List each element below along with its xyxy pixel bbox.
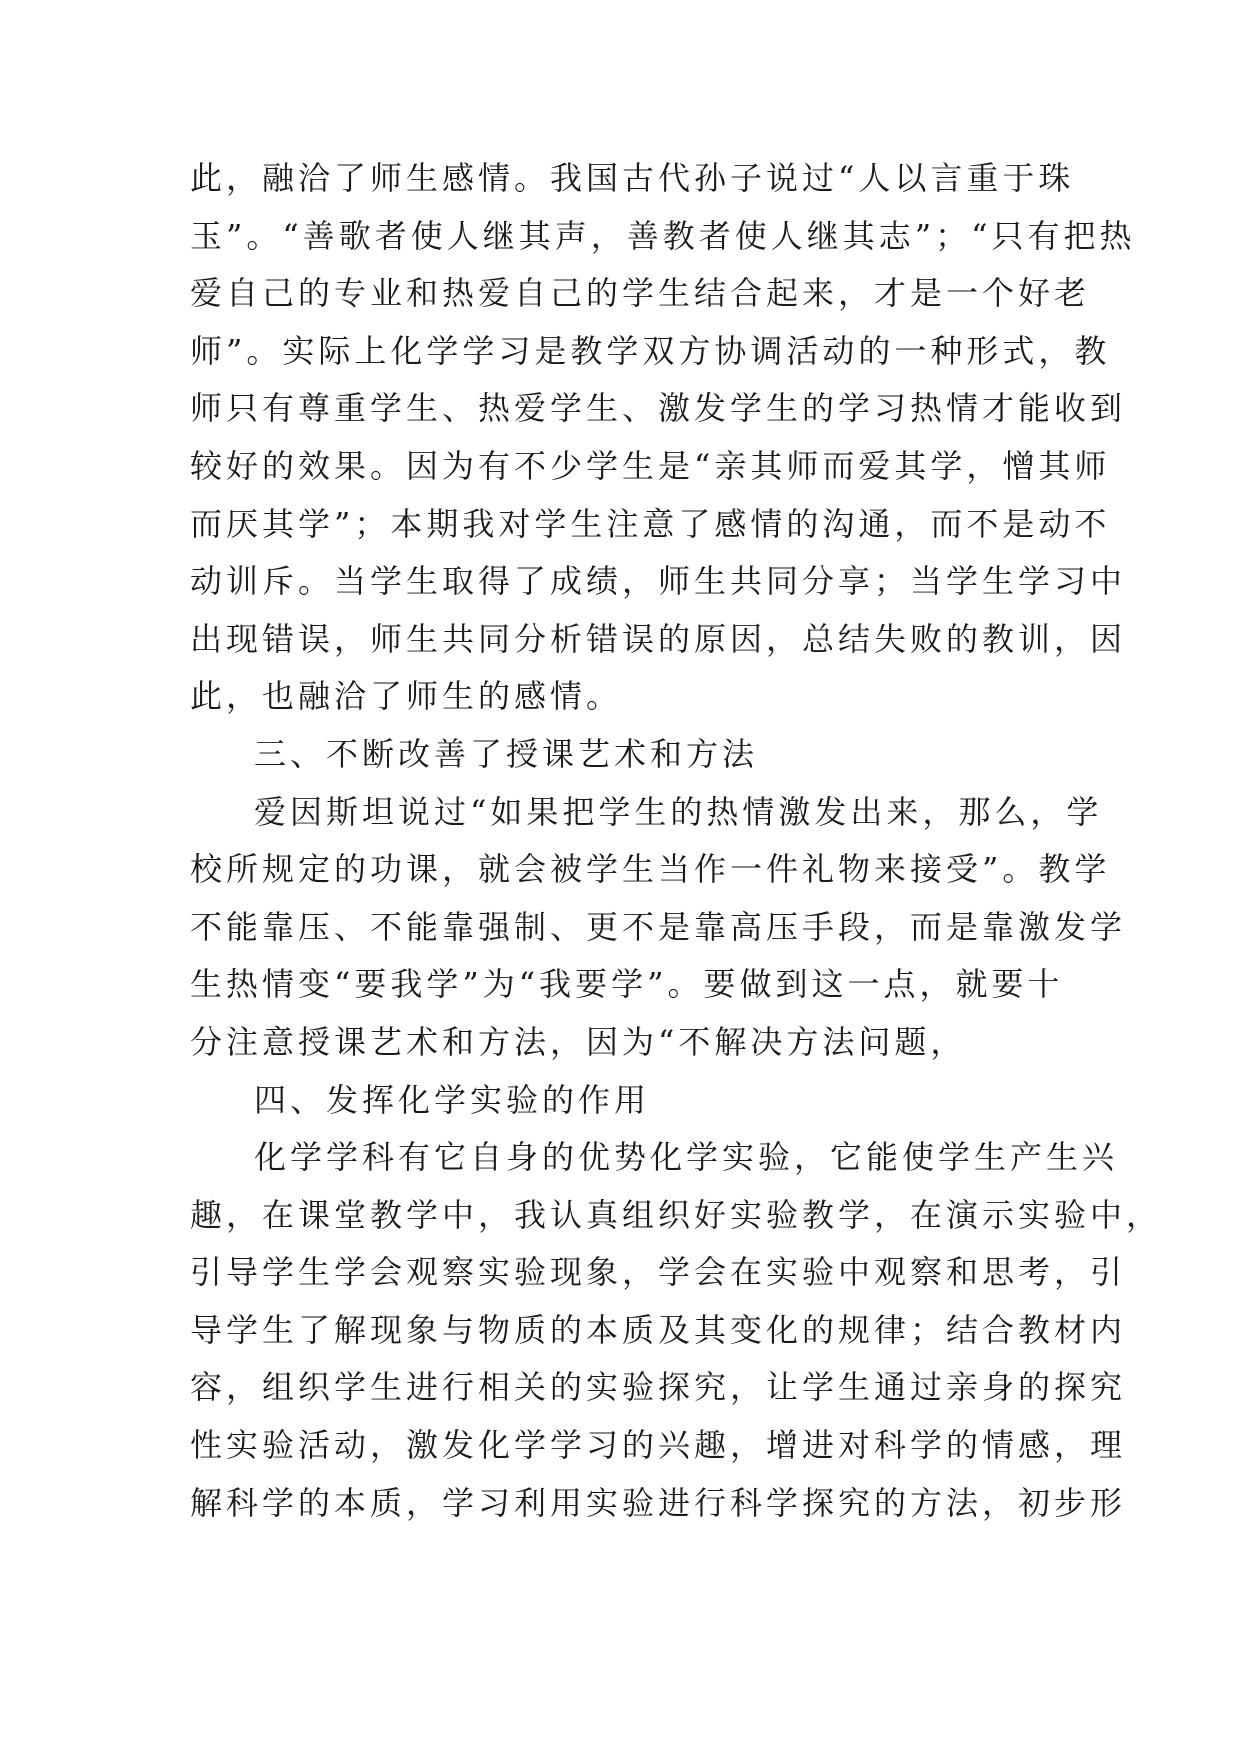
body-line: 师”。实际上化学学习是教学双方协调活动的一种形式，教 (190, 331, 1111, 370)
body-line: 而厌其学”；本期我对学生注意了感情的沟通，而不是动不 (190, 504, 1111, 543)
body-line: 引导学生学会观察实验现象，学会在实验中观察和思考，引 (190, 1253, 1127, 1292)
body-line: 师只有尊重学生、热爱学生、激发学生的学习热情才能收到 (190, 389, 1127, 428)
body-line: 分注意授课艺术和方法，因为“不解决方法问题， (190, 1022, 967, 1061)
body-line: 此，也融洽了师生的感情。 (190, 677, 623, 716)
body-line: 生热情变“要我学”为“我要学”。要做到这一点，就要十 (190, 965, 1064, 1004)
body-line: 动训斥。当学生取得了成绩，师生共同分享；当学生学习中 (190, 562, 1127, 601)
document-body (190, 150, 1163, 1532)
body-line: 玉”。“善歌者使人继其声，善教者使人继其志”；“只有把热 (190, 216, 1136, 255)
body-line: 解科学的本质，学习利用实验进行科学探究的方法，初步形 (190, 1483, 1127, 1522)
body-line: 容，组织学生进行相关的实验探究，让学生通过亲身的探究 (190, 1368, 1127, 1407)
body-line: 化学学科有它自身的优势化学实验，它能使学生产生兴 (254, 1138, 1119, 1177)
body-line: 爱因斯坦说过“如果把学生的热情激发出来，那么，学 (254, 792, 1103, 831)
body-line: 不能靠压、不能靠强制、更不是靠高压手段，而是靠激发学 (190, 907, 1127, 946)
body-line: 性实验活动，激发化学学习的兴趣，增进对科学的情感，理 (190, 1426, 1127, 1465)
body-line: 出现错误，师生共同分析错误的原因，总结失败的教训，因 (190, 619, 1127, 658)
body-line: 较好的效果。因为有不少学生是“亲其师而爱其学，憎其师 (190, 446, 1111, 485)
body-line: 趣，在课堂教学中，我认真组织好实验教学，在演示实验中， (190, 1195, 1163, 1234)
body-line: 爱自己的专业和热爱自己的学生结合起来，才是一个好老 (190, 274, 1091, 313)
body-line: 导学生了解现象与物质的本质及其变化的规律；结合教材内 (190, 1310, 1127, 1349)
body-line: 校所规定的功课，就会被学生当作一件礼物来接受”。教学 (190, 850, 1111, 889)
section-heading: 四、发挥化学实验的作用 (254, 1080, 651, 1119)
body-line: 此，融洽了师生感情。我国古代孙子说过“人以言重于珠 (190, 159, 1075, 197)
section-heading: 三、不断改善了授课艺术和方法 (254, 734, 759, 773)
